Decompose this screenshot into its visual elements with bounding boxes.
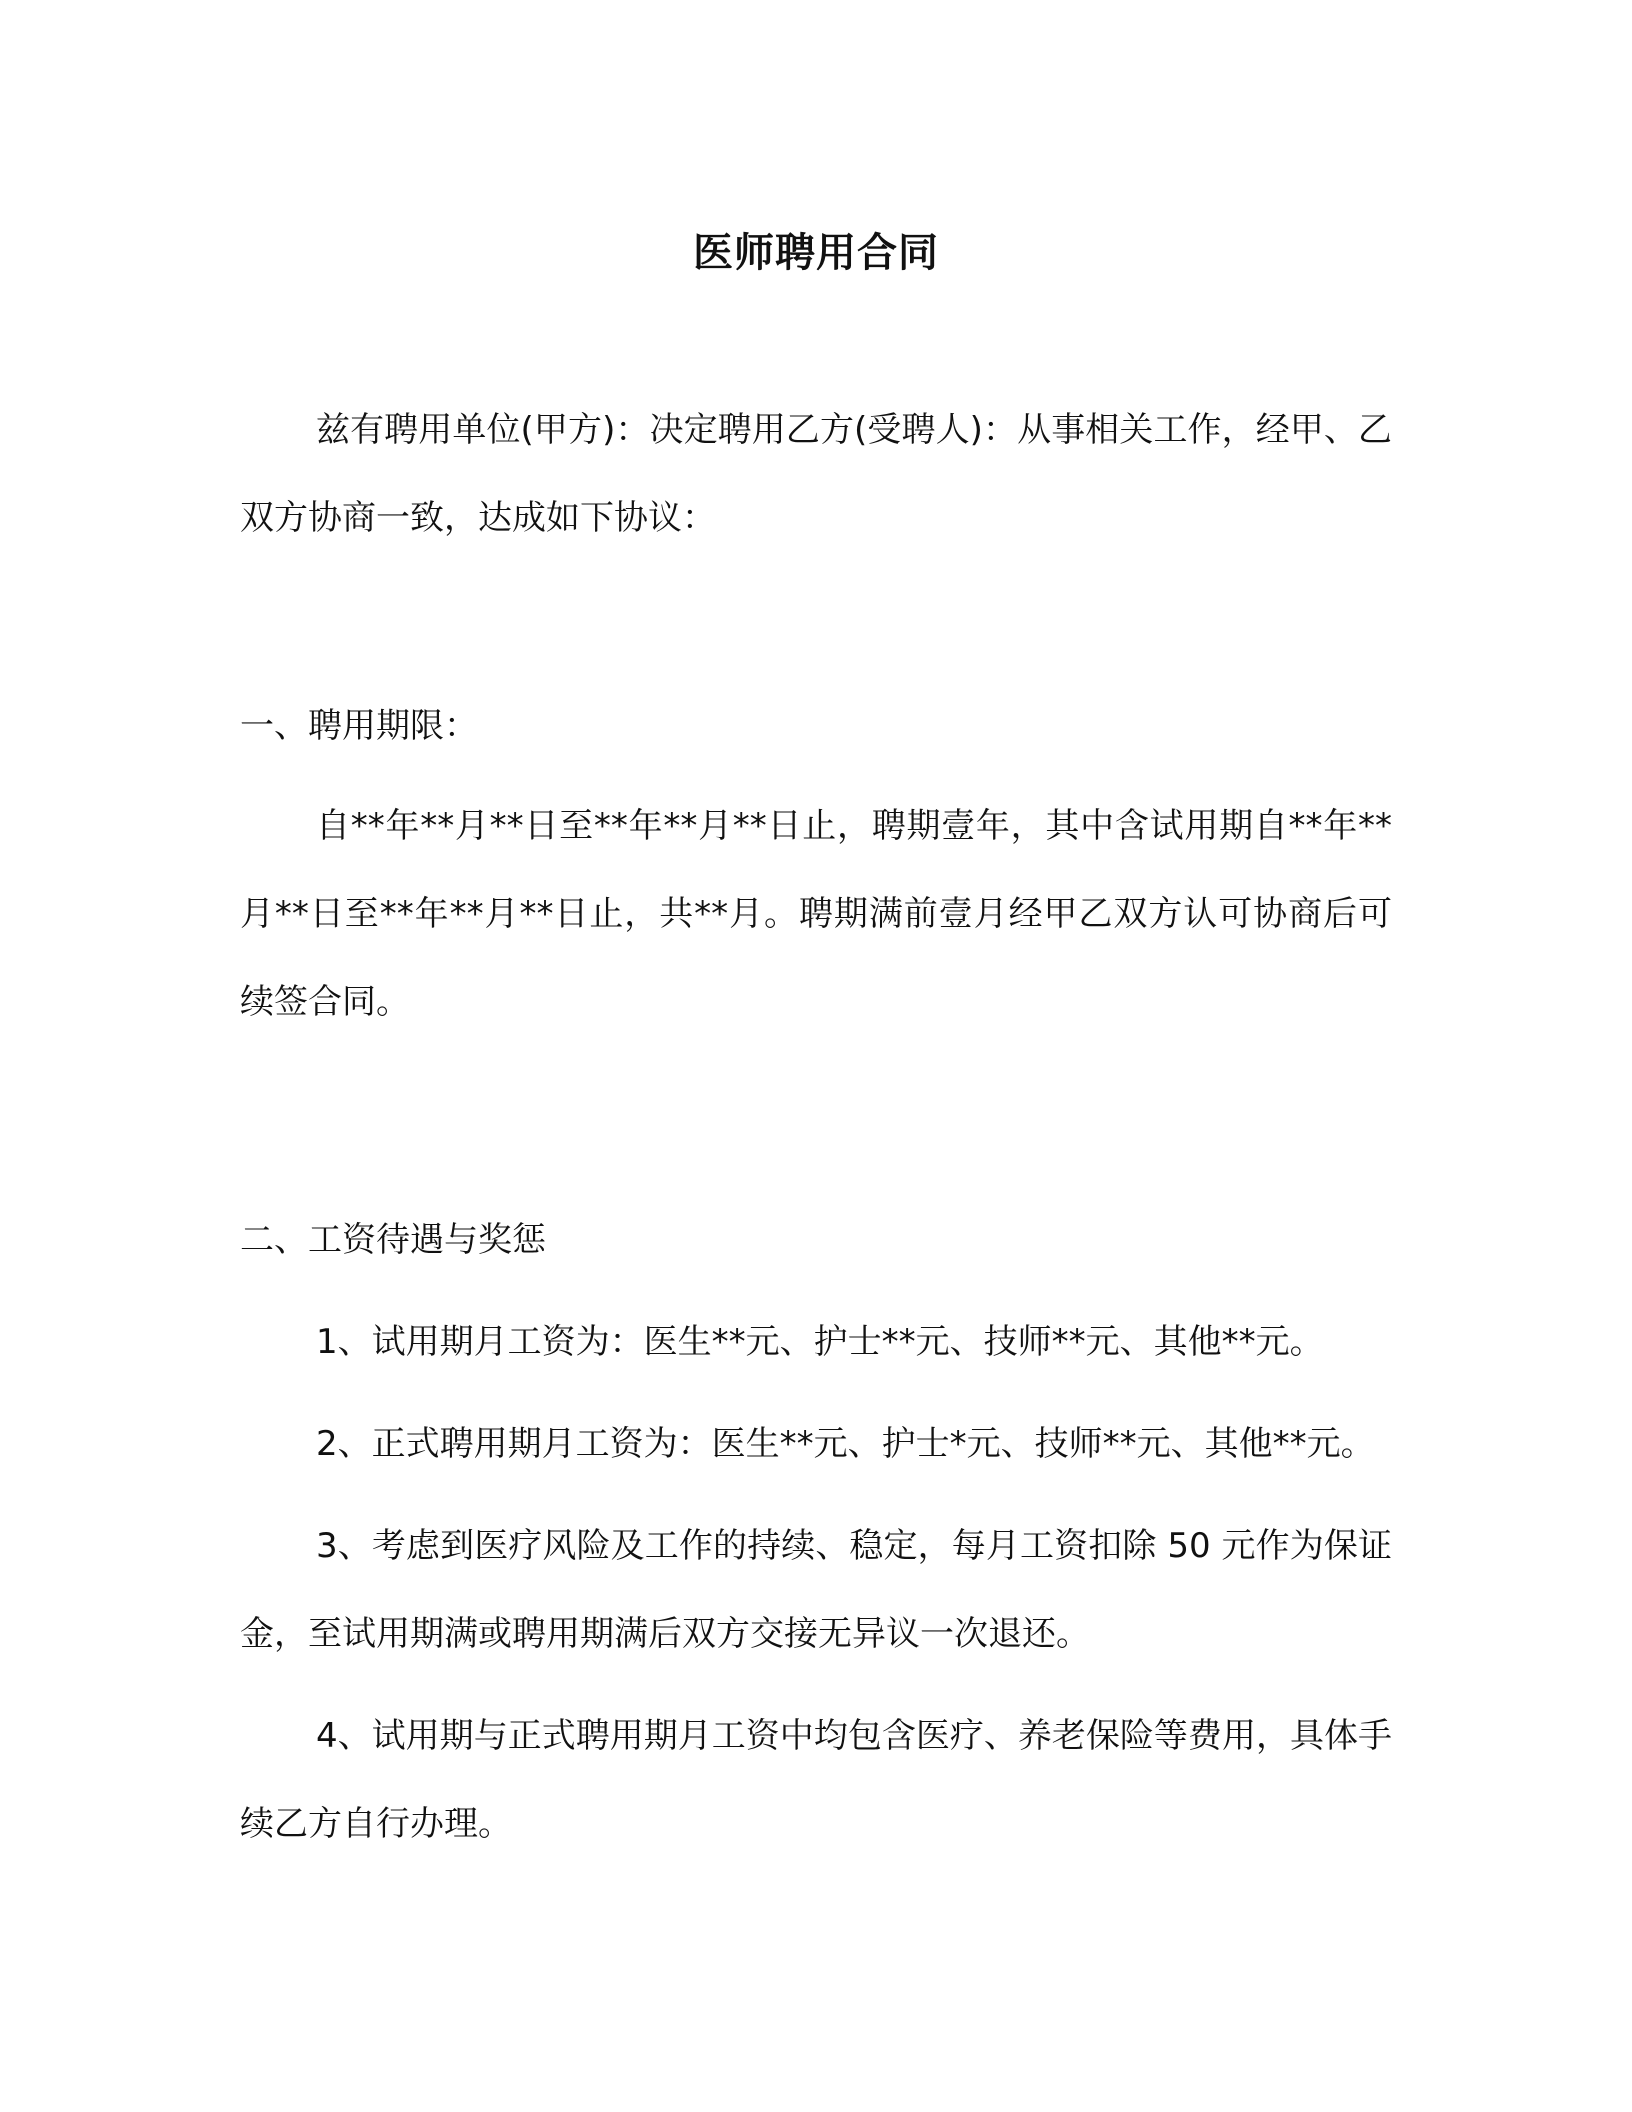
- document-title: 医师聘用合同: [693, 230, 939, 276]
- salary-item-3: 3、考虑到医疗风险及工作的持续、稳定，每月工资扣除 50 元作为保证金，至试用期满或聘用期满后双方交接无异议一次退还。: [240, 1526, 1392, 1654]
- section-heading-term: 一、聘用期限：: [240, 706, 478, 746]
- salary-item-4: 4、试用期与正式聘用期月工资中均包含医疗、养老保险等费用，具体手续乙方自行办理。: [240, 1716, 1392, 1844]
- term-paragraph: 自**年**月**日至**年**月**日止，聘期壹年，其中含试用期自**年**月**日至**年**月**日止，共**月。聘期满前壹月经甲乙双方认可协商后可续签合同。: [240, 806, 1392, 1022]
- section-heading-salary: 二、工资待遇与奖惩: [240, 1220, 546, 1260]
- salary-item-1: 1、试用期月工资为：医生**元、护士**元、技师**元、其他**元。: [316, 1322, 1324, 1362]
- intro-paragraph: 兹有聘用单位(甲方)：决定聘用乙方(受聘人)：从事相关工作，经甲、乙双方协商一致，达成如下协议：: [240, 410, 1392, 538]
- salary-item-2: 2、正式聘用期月工资为：医生**元、护士*元、技师**元、其他**元。: [316, 1424, 1375, 1464]
